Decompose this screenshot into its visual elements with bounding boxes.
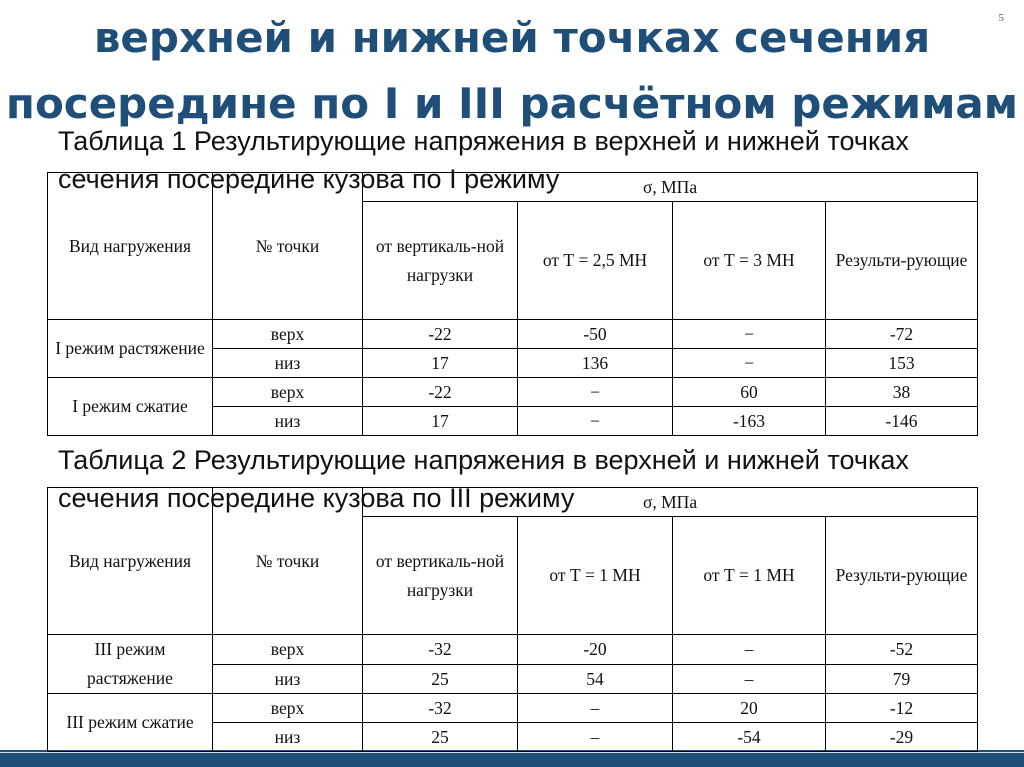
mode-cell: III режим растяжение <box>48 635 213 694</box>
value-cell: -20 <box>518 635 673 665</box>
header-sigma: σ, МПа <box>363 488 978 517</box>
value-cell: -32 <box>363 635 518 665</box>
point-cell: низ <box>213 349 363 378</box>
table1 <box>47 172 978 436</box>
table1-caption: Таблица 1 Результирующие напряжения в верхней и нижней точках сечения посередине кузова по I режиму <box>58 126 909 194</box>
mode-cell: III режим сжатие <box>48 694 213 752</box>
header-resultant: Результи-рующие <box>826 202 978 320</box>
value-cell: -52 <box>826 635 978 665</box>
value-cell: – <box>518 694 673 723</box>
footer-bar <box>0 750 1024 767</box>
table2 <box>47 487 978 752</box>
value-cell: 136 <box>518 349 673 378</box>
header-force-b: от Т = 3 МН <box>673 202 826 320</box>
header-vertical-load: от вертикаль-ной нагрузки <box>363 202 518 320</box>
value-cell: -29 <box>826 723 978 752</box>
value-cell: -72 <box>826 320 978 349</box>
value-cell: -32 <box>363 694 518 723</box>
mode-cell: I режим растяжение <box>48 320 213 378</box>
point-cell: низ <box>213 664 363 694</box>
point-cell: верх <box>213 635 363 665</box>
value-cell: 153 <box>826 349 978 378</box>
value-cell: – <box>518 723 673 752</box>
point-cell: верх <box>213 320 363 349</box>
header-resultant: Результи-рующие <box>826 517 978 635</box>
value-cell: 25 <box>363 664 518 694</box>
value-cell: 38 <box>826 378 978 407</box>
header-load-type: Вид нагружения <box>48 488 213 635</box>
value-cell: − <box>673 320 826 349</box>
value-cell: 20 <box>673 694 826 723</box>
value-cell: 17 <box>363 349 518 378</box>
mode-cell: I режим сжатие <box>48 378 213 436</box>
point-cell: верх <box>213 378 363 407</box>
value-cell: -54 <box>673 723 826 752</box>
point-cell: низ <box>213 407 363 436</box>
header-point: № точки <box>213 173 363 320</box>
header-force-b: от Т = 1 МН <box>673 517 826 635</box>
value-cell: -12 <box>826 694 978 723</box>
value-cell: − <box>518 378 673 407</box>
value-cell: 79 <box>826 664 978 694</box>
point-cell: верх <box>213 694 363 723</box>
table2-caption: Таблица 2 Результирующие напряжения в верхней и нижней точках сечения посередине кузова по III режиму <box>58 445 909 513</box>
value-cell: 54 <box>518 664 673 694</box>
value-cell: 17 <box>363 407 518 436</box>
value-cell: – <box>673 664 826 694</box>
value-cell: -50 <box>518 320 673 349</box>
point-cell: низ <box>213 723 363 752</box>
value-cell: 60 <box>673 378 826 407</box>
slide-title: верхней и нижней точках сечения посередине по I и III расчётном режимам <box>5 13 1019 128</box>
value-cell: – <box>673 635 826 665</box>
value-cell: − <box>518 407 673 436</box>
value-cell: -22 <box>363 320 518 349</box>
header-force-a: от Т = 1 МН <box>518 517 673 635</box>
value-cell: -22 <box>363 378 518 407</box>
header-point: № точки <box>213 488 363 635</box>
header-load-type: Вид нагружения <box>48 173 213 320</box>
footer-stripe <box>0 752 1024 753</box>
value-cell: -146 <box>826 407 978 436</box>
value-cell: − <box>673 349 826 378</box>
slide-number: 5 <box>998 12 1004 24</box>
value-cell: 25 <box>363 723 518 752</box>
value-cell: -163 <box>673 407 826 436</box>
header-vertical-load: от вертикаль-ной нагрузки <box>363 517 518 635</box>
header-force-a: от Т = 2,5 МН <box>518 202 673 320</box>
header-sigma: σ, МПа <box>363 173 978 202</box>
